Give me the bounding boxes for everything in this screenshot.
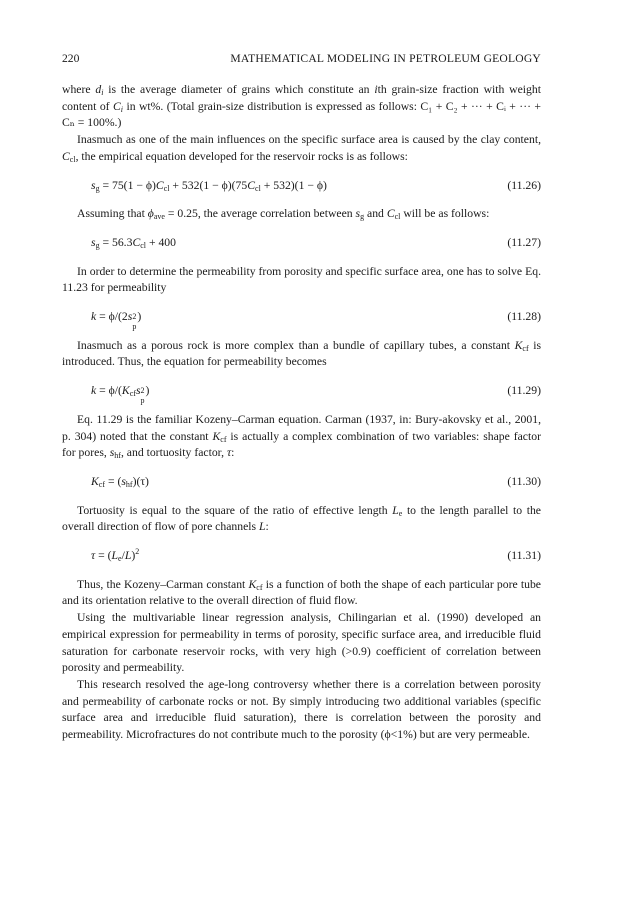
equation-11-26 [62,178,541,195]
running-title: MATHEMATICAL MODELING IN PETROLEUM GEOLOGY [230,52,541,65]
paragraph-4: In order to determine the permeability from porosity and specific surface area, one has to solve Eq. 11.23 for permeability [62,264,541,295]
equation-11-27-formula: $s_g = 56.3C_{cl} + 400$ [91,235,176,250]
equation-number: (11.26) [507,178,541,192]
equation-11-28 [62,309,541,332]
equation-11-26-formula: $s_g = 75(1 - \phi)C_{cl} + 532(1 - \phi)(75C_{cl} + 532)(1 - \phi)$ [91,178,327,193]
equation-11-28-formula: k = ϕ/(2s 2 p ) [91,310,142,332]
paragraph-2: Inasmuch as one of the main influences on the specific surface area is caused by the clay content, $C_{cl}$, the empirical equation developed for the reservoir rocks is as follows: [62,133,541,164]
equation-11-31 [62,548,541,565]
paragraph-3: Assuming that $\phi_{ave} = 0.25$, the average correlation between $s_g$ and $C_{cl}$ will be as follows: [77,207,490,222]
paragraph-1: where $d_i$ is the average diameter of grains which constitute an ith grain-size fraction with weight content of $C_i$ in wt%. (Total grain-size distribution is expressed as follows: C₁ + C₂ + ··· + Cᵢ + ··· + Cₙ = 100%.) [62,83,541,130]
paragraph-8: Thus, the Kozeny–Carman constant $K_{cf}$ is a function of both the shape of each particular pore tube and its orientation relative to the overall direction of fluid flow. [62,577,541,608]
equation-11-29-formula: $k = \phi/(K_{cf}s$ 2 p ) [91,384,150,406]
paragraph-6: Eq. 11.29 is the familiar Kozeny–Carman equation. Carman (1937, in: Bury-akovsky et al., 2001, p. 304) noted that the constant $K_{cf}$ is actually a complex combination of two variables: shape factor for pores, $s_{hf}$, and tortuosity factor, τ: [62,412,541,461]
paragraph-9: Using the multivariable linear regression analysis, Chilingarian et al. (1990) developed an empirical expression for permeability in terms of porosity, specific surface area, and irreducible fluid saturation for carbonate reservoir rocks, with very high (>0.9) coefficient of correlation between porosity and permeability. [62,611,541,675]
equation-number: (11.29) [507,384,541,398]
paragraph-10: This research resolved the age-long controversy whether there is a correlation between porosity and permeability of carbonate rocks or not. By simply introducing two additional variables (specific surface area and irreducible fluid saturation), there is correlation between the porosity and permeability. Microfractures do not contribute much to the porosity (ϕ<1%) but are very permeable. [62,677,541,742]
equation-number: (11.31) [507,549,541,563]
equation-number: (11.27) [507,235,541,249]
equation-number: (11.30) [507,474,541,488]
page [62,52,541,744]
equation-11-27 [62,235,541,252]
page-number: 220 [62,52,80,65]
equation-11-31-formula: $\tau = (L_e/L)^2$ [91,547,140,564]
running-header [62,52,541,82]
paragraph-7: Tortuosity is equal to the square of the ratio of effective length $L_e$ to the length parallel to the overall direction of flow of pore channels L: [62,503,541,534]
equation-number: (11.28) [507,310,541,324]
equation-11-30 [62,474,541,491]
equation-11-29 [62,383,541,406]
equation-11-30-formula: $K_{cf} = (s_{hf})(\tau)$ [91,474,149,489]
paragraph-5: Inasmuch as a porous rock is more complex than a bundle of capillary tubes, a constant $K_{cf}$ is introduced. Thus, the equation for permeability becomes [62,338,542,369]
